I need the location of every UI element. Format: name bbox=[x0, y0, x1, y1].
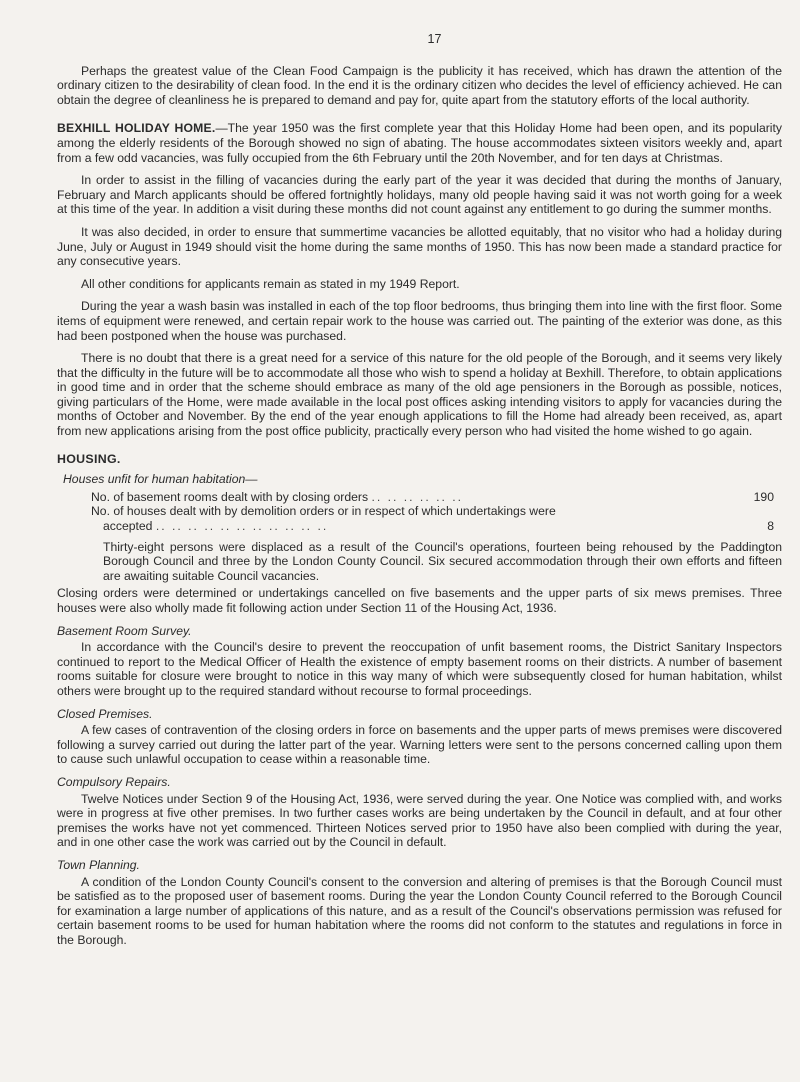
bexhill-paragraph-4: All other conditions for applicants remain as stated in my 1949 Report. bbox=[81, 276, 460, 291]
stat-label-cont: accepted bbox=[103, 519, 153, 534]
stat-label: No. of basement rooms dealt with by closing orders bbox=[91, 489, 369, 504]
compulsory-repairs-paragraph: Twelve Notices under Section 9 of the Housing Act, 1936, were served during the year. One Notice was complied with, and works were in progress at five other premises. In two further cases works are being undertaken by the Council in default, and at four other premises the works have not yet commenced. Thirteen Notices served prior to 1950 have also been complied with during the year, and in one other case the work was carried out by the Council in default. bbox=[57, 791, 782, 850]
leader-dots: .. .. .. .. .. .. .. .. .. .. .. bbox=[155, 519, 329, 534]
clean-food-paragraph: Perhaps the greatest value of the Clean Food Campaign is the publicity it has received, which has drawn the attention of the ordinary citizen to the desirability of clean food. In the end it is the ordinary citizen who decides the level of efficiency achieved. He can obtain the degree of cleanliness he is prepared to demand and pay for, quite apart from the statutory efforts of the local authority. bbox=[57, 63, 782, 107]
stat-label: No. of houses dealt with by demolition orders or in respect of which undertakings were bbox=[91, 504, 556, 519]
stat-value: 8 bbox=[767, 519, 774, 534]
compulsory-repairs-heading: Compulsory Repairs. bbox=[57, 774, 171, 789]
bexhill-paragraph-6: There is no doubt that there is a great need for a service of this nature for the old people of the Borough, and it seems very likely that the difficulty in the future will be to accommodate all those who wish to spend a holiday at Bexhill. Therefore, to obtain applications in good time and in order that the scheme should embrace as many of the old age pensioners in the Borough as possible, notices, giving particulars of the Home, were made available in the local post offices asking intending visitors to apply for vacancies during the months of October and November. By the end of the year enough applications to fill the Home had already been received, as, apart from new applications arising from the post office publicity, practically every person who had visited the home wished to go again. bbox=[57, 351, 782, 439]
leader-dots: .. .. .. .. .. .. bbox=[371, 489, 464, 504]
bexhill-paragraph-2: In order to assist in the filling of vacancies during the early part of the year it was decided that during the months of January, February and March applicants should be offered fortnightly holidays, many old people having said it was not worth going for a week at this time of the year. In addition a visit during these months did not count against any entitlement to go during the summer months. bbox=[57, 173, 782, 217]
bexhill-paragraph-1-text: —The year 1950 was the first complete year that this Holiday Home had been open, and its popularity among the elderly residents of the Borough showed no sign of abating. The house accommodates sixteen visitors weekly and, apart from a few odd vacancies, was fully occupied from the 6th February until the 20th November, and for ten days at Christmas. bbox=[57, 121, 782, 165]
document-page bbox=[57, 32, 782, 955]
stat-row-demolition bbox=[91, 504, 782, 519]
page-number: 17 bbox=[427, 32, 442, 46]
bexhill-paragraph-1 bbox=[57, 121, 782, 165]
closed-premises-heading: Closed Premises. bbox=[57, 706, 153, 721]
bexhill-paragraph-3: It was also decided, in order to ensure that summertime vacancies be allotted equitably, that no visitor who had a holiday during June, July or August in 1949 should visit the home during the same months of 1950. This has now been made a standard practice for any consecutive years. bbox=[57, 224, 782, 269]
stat-row-demolition-cont bbox=[91, 519, 782, 534]
stat-value: 190 bbox=[753, 489, 774, 504]
basement-survey-paragraph: In accordance with the Council's desire to prevent the reoccupation of unfit basement rooms, the District Sanitary Inspectors continued to report to the Medical Officer of Health the existence of empty basement rooms on their districts. A number of basement rooms suitable for closure were brought to notice in this way many of which were subsequently closed for human habitation, whilst others were brought up to the required standard without recourse to formal proceedings. bbox=[57, 640, 782, 698]
basement-survey-heading: Basement Room Survey. bbox=[57, 623, 192, 638]
town-planning-paragraph: A condition of the London County Council's consent to the conversion and altering of premises is that the Borough Council must be satisfied as to the proposed user of basement rooms. During the year the London County Council referred to the Borough Council for examination a large number of applications of this nature, and as a result of the Council's observations permission was refused for certain basement rooms to be used for human habitation where the rooms did not conform to the statutes and regulations in force in the Borough. bbox=[57, 874, 782, 947]
stat-row-basement-rooms bbox=[91, 490, 782, 505]
displaced-paragraph: Thirty-eight persons were displaced as a result of the Council's operations, fourteen being rehoused by the Paddington Borough Council and three by the London County Council. Six secured accommodation through their own efforts and fifteen are awaiting suitable Council vacancies. bbox=[103, 539, 782, 583]
bexhill-paragraph-5: During the year a wash basin was installed in each of the top floor bedrooms, thus bringing them into line with the first floor. Some items of equipment were renewed, and certain repair work to the house was carried out. The painting of the exterior was done, as this had been postponed when the house was purchased. bbox=[57, 299, 782, 343]
closing-orders-paragraph: Closing orders were determined or undertakings cancelled on five basements and the upper parts of six mews premises. Three houses were also wholly made fit following action under Section 11 of the Housing Act, 1936. bbox=[57, 586, 782, 615]
closed-premises-paragraph: A few cases of contravention of the closing orders in force on basements and the upper parts of mews premises were discovered following a survey carried out during the latter part of the year. Warning letters were sent to the persons concerned calling upon them to cause such unlawful occupation to cease within a reasonable time. bbox=[57, 723, 782, 767]
unfit-houses-heading: Houses unfit for human habitation— bbox=[63, 472, 258, 487]
bexhill-heading: BEXHILL HOLIDAY HOME. bbox=[57, 121, 216, 136]
housing-heading: HOUSING. bbox=[57, 451, 121, 466]
town-planning-heading: Town Planning. bbox=[57, 857, 140, 872]
